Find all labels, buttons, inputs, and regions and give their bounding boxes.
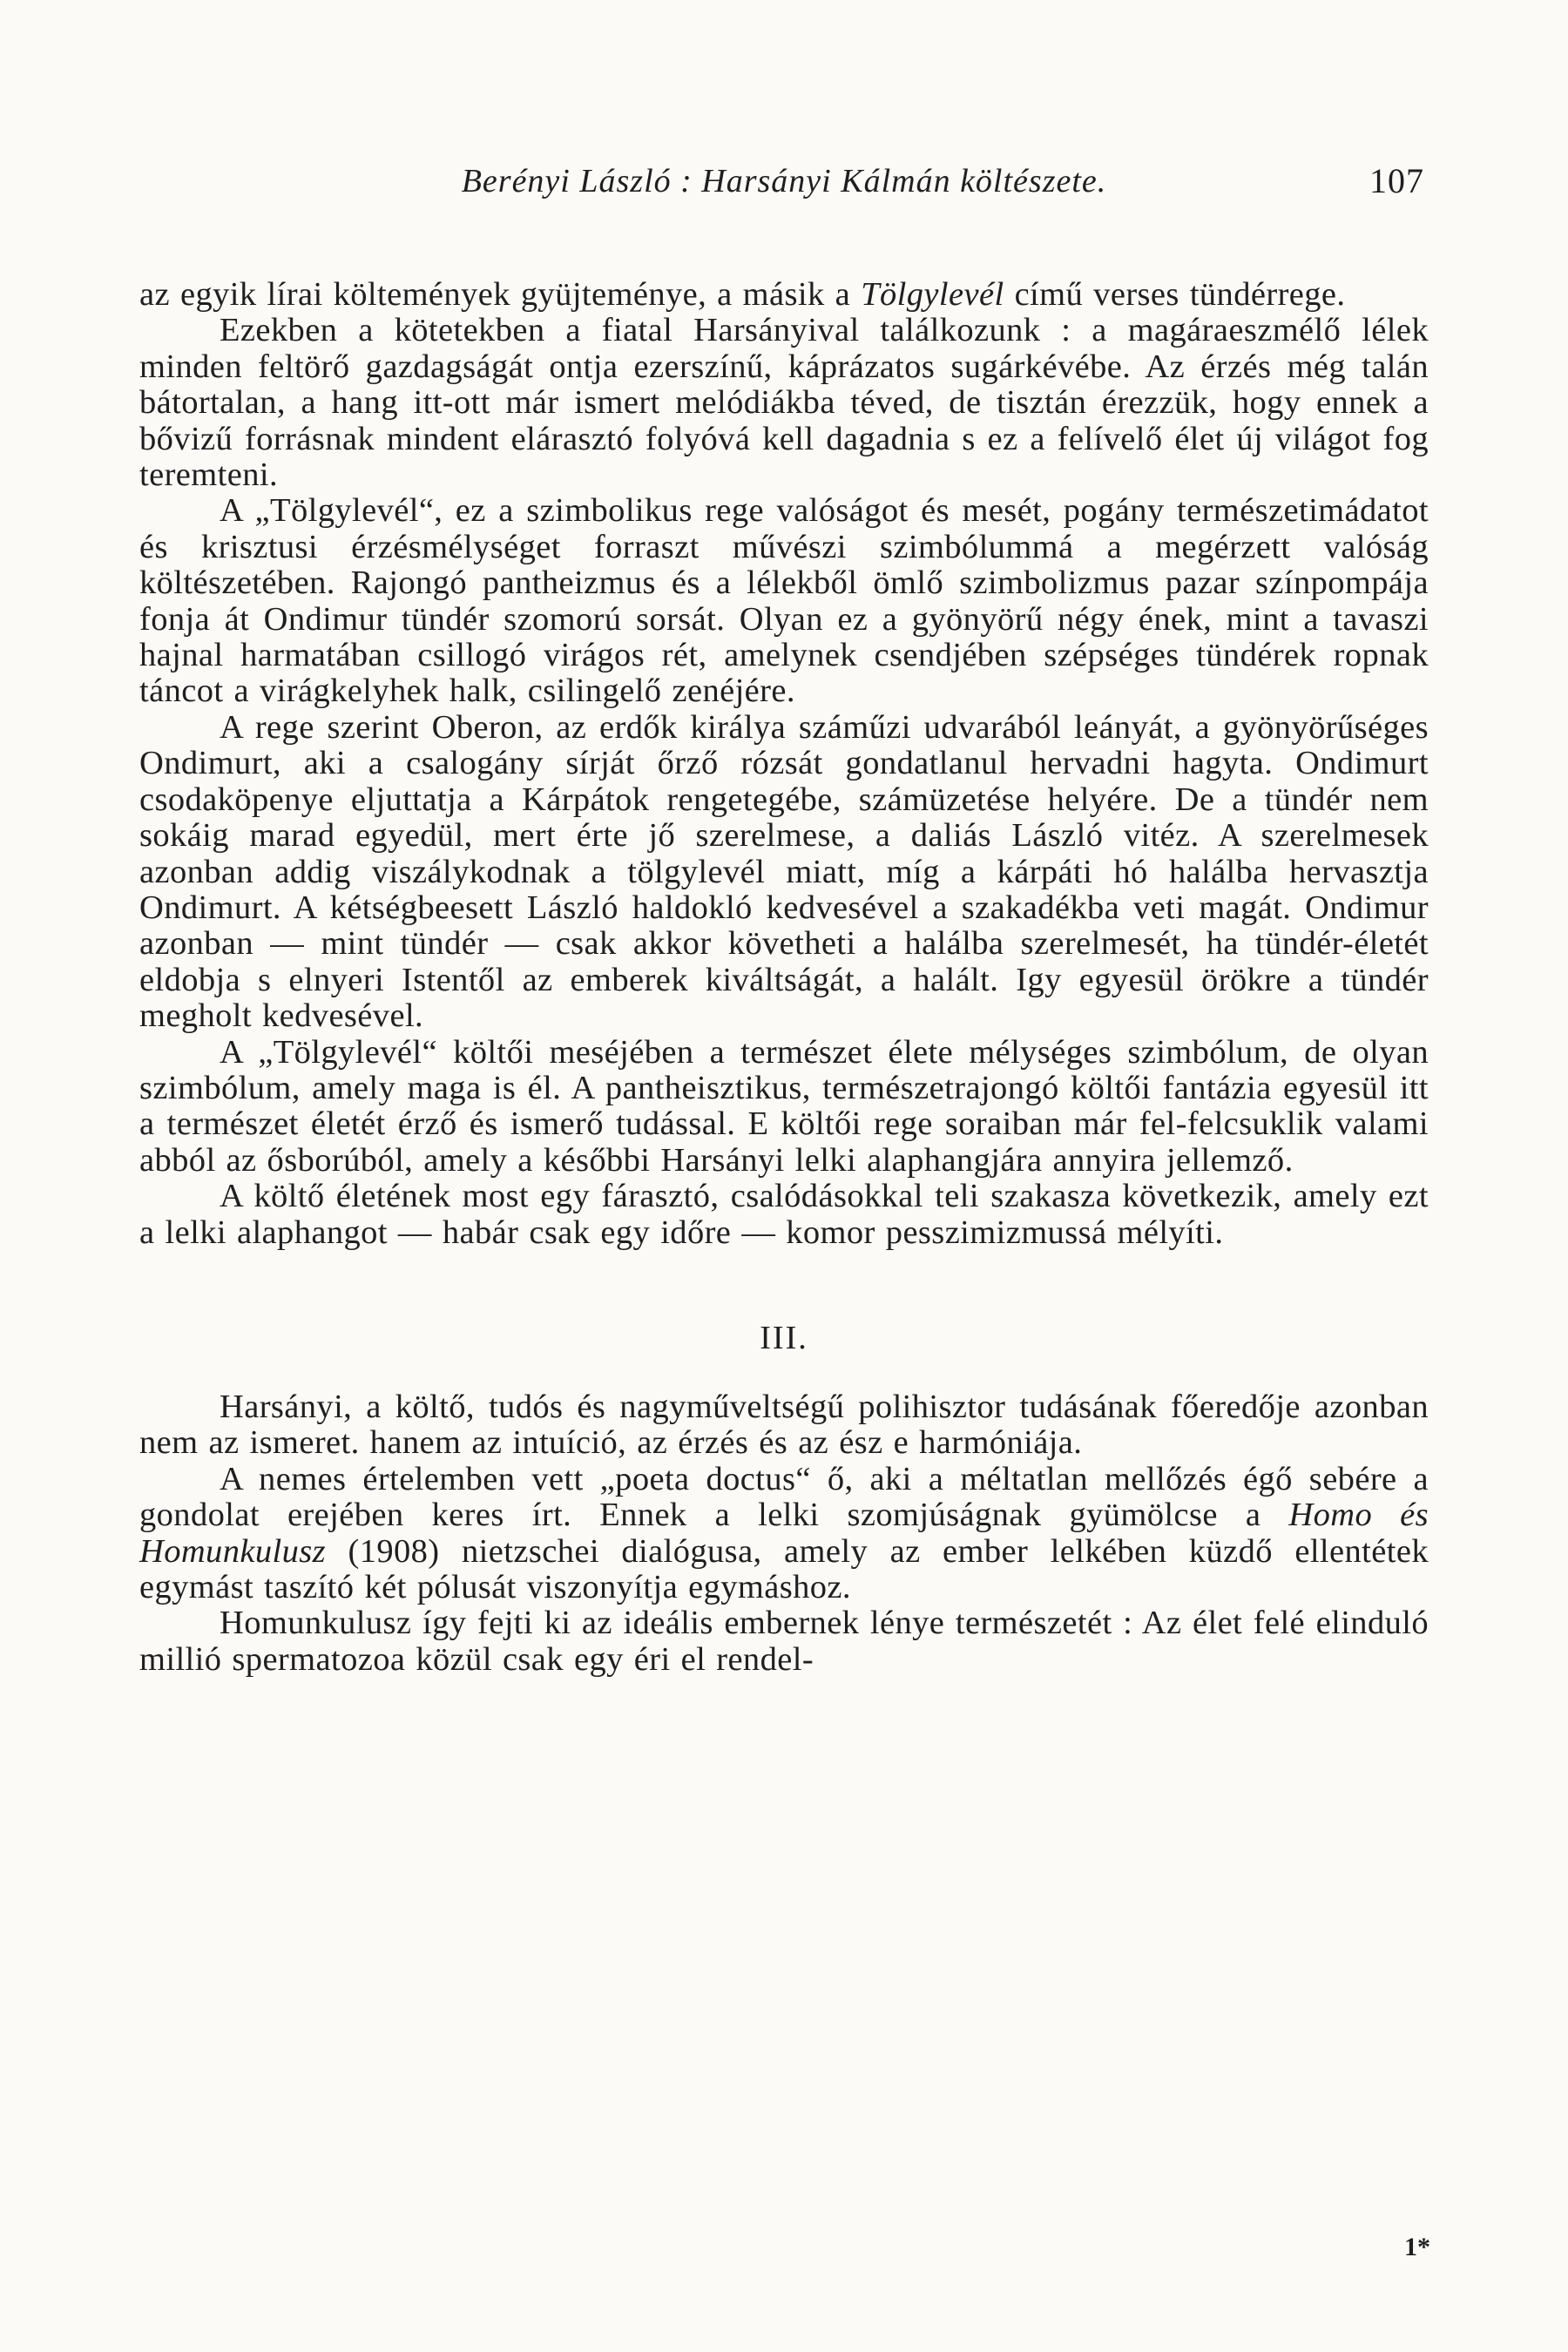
paragraph-7: Harsányi, a költő, tudós és nagyműveltségű polihisztor tudásának főeredője azonban nem az ismeret. hanem az intuíció, az érzés és az ész e harmóniája. (139, 1388, 1429, 1462)
signature-mark: 1* (1404, 2233, 1430, 2261)
paragraph-1 (139, 277, 1429, 313)
paragraph-1-text-a: az egyik lírai költemények gyüjteménye, a másik a (139, 276, 862, 313)
title-homo-es-homunkulusz: Homo és Homunkulusz (139, 1497, 1429, 1570)
text-body (139, 277, 1429, 1678)
running-title: Berényi László : Harsányi Kálmán költészete. (461, 163, 1107, 199)
paragraph-3: A „Tölgylevél“, ez a szimbolikus rege valóságot és mesét, pogány természetimádatot és krisztusi érzésmélységet forraszt művészi szimbólummá a megérzett valóság költészetében. Rajongó pantheizmus és a lélekből ömlő szimbolizmus pazar színpompája fonja át Ondimur tündér szomorú sorsát. Olyan ez a gyönyörű négy ének, mint a tavaszi hajnal harmatában csillogó virágos rét, amelynek csendjében szépséges tündérek ropnak táncot a virágkelyhek halk, csilingelő zenéjére. (139, 492, 1429, 710)
section-heading: III. (760, 1319, 808, 1356)
paragraph-8-text-a: A nemes értelemben vett „poeta doctus“ ő, aki a méltatlan mellőzés égő sebére a gondolat erejében keres írt. Ennek a lelki szomjúságnak gyümölcse a (139, 1460, 1429, 1534)
page-number: 107 (1369, 161, 1424, 200)
paragraph-2: Ezekben a kötetekben a fiatal Harsányival találkozunk : a magáraeszmélő lélek minden feltörő gazdagságát ontja ezerszínű, káprázatos sugárkévébe. Az érzés még talán bátortalan, a hang itt-ott már ismert melódiákba téved, de tisztán érezzük, hogy ennek a bővizű forrásnak mindent elárasztó folyóvá kell dagadnia s ez a felívelő élet új világot fog teremteni. (139, 312, 1429, 494)
running-head (139, 159, 1429, 203)
paragraph-8-text-b: (1908) nietzschei dialógusa, amely az ember lelkében küzdő ellentétek egymást taszító két pólusát viszonyítja egymáshoz. (139, 1532, 1429, 1605)
paragraph-5: A „Tölgylevél“ költői meséjében a természet élete mélységes szimbólum, de olyan szimbólum, amely maga is él. A pantheisztikus, természetrajongó költői fantázia egyesül itt a természet életét érző és ismerő tudással. E költői rege soraiban már fel-felcsuklik valami abból az ősborúból, amely a későbbi Harsányi lelki alaphangjára annyira jellemző. (139, 1033, 1429, 1179)
paragraph-8 (139, 1462, 1429, 1606)
paragraph-1-text-b: című verses tündérrege. (1004, 276, 1346, 313)
paragraph-9: Homunkulusz így fejti ki az ideális embernek lénye természetét : Az élet felé elinduló millió spermatozoa közül csak egy éri el rendel- (139, 1605, 1429, 1678)
paragraph-4: A rege szerint Oberon, az erdők királya száműzi udvarából leányát, a gyönyörűséges Ondimurt, aki a csalogány sírját őrző rózsát gondatlanul hervadni hagyta. Ondimurt csodaköpenye eljuttatja a Kárpátok rengetegébe, számüzetése helyére. De a tündér nem sokáig marad egyedül, mert érte jő szerelmese, a daliás László vitéz. A szerelmesek azonban addig viszálykodnak a tölgylevél miatt, míg a kárpáti hó halálba hervasztja Ondimurt. A kétségbeesett László haldokló kedvesével a szakadékba veti magát. Ondimur azonban — mint tündér — csak akkor követheti a halálba szerelmesét, ha tündér-életét eldobja s elnyeri Istentől az emberek kiváltságát, a halált. Igy egyesül örökre a tündér megholt kedvesével. (139, 708, 1429, 1035)
title-toelgylevel: Tölgylevél (861, 276, 1004, 313)
paragraph-6: A költő életének most egy fárasztó, csalódásokkal teli szakasza következik, amely ezt a lelki alaphangot — habár csak egy időre — komor pesszimizmussá mélyíti. (139, 1178, 1429, 1251)
